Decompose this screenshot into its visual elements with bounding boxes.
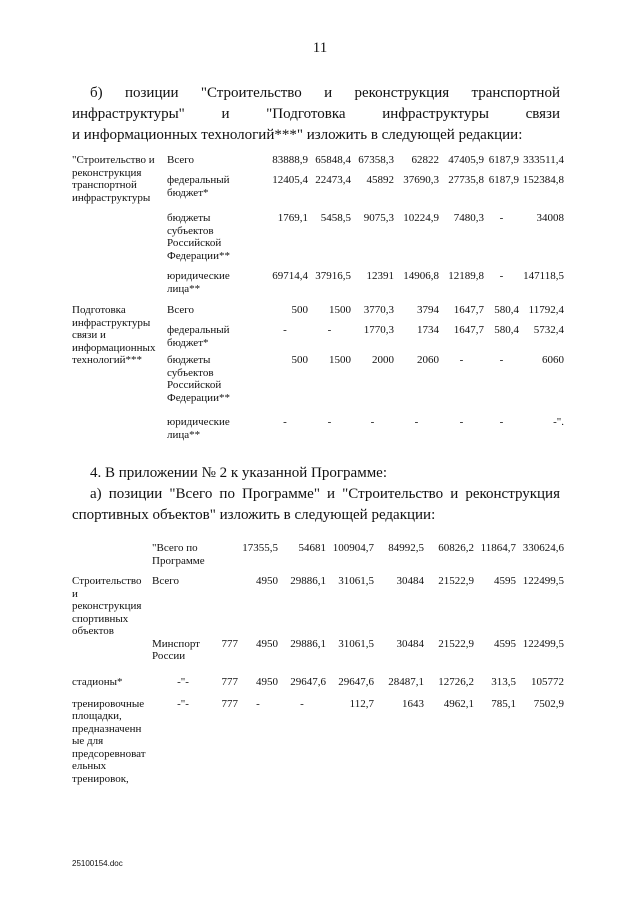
footer-filename: 25100154.doc: [72, 859, 123, 868]
row-sublabel: бюджеты субъектов Российской Федерации**: [167, 212, 230, 262]
section-heading: 4. В приложении № 2 к указанной Программе:: [90, 465, 388, 481]
cell: 500: [291, 354, 308, 366]
cell: 67358,3: [358, 154, 394, 166]
cell: 17355,5: [242, 542, 278, 554]
cell: 7502,9: [533, 697, 564, 710]
cell: 4950: [256, 637, 278, 650]
cell: 29647,6: [290, 675, 326, 688]
cell: 112,7: [349, 697, 374, 710]
cell: 29647,6: [338, 675, 374, 688]
cell: 21522,9: [438, 637, 474, 650]
cell: 1500: [329, 304, 351, 316]
cell: 45892: [366, 174, 394, 186]
cell: 4950: [256, 575, 278, 587]
cell: 34008: [536, 212, 564, 224]
cell: 5732,4: [533, 324, 564, 336]
cell: -: [327, 324, 332, 336]
cell: 6060: [542, 354, 564, 366]
cell: 28487,1: [388, 675, 424, 688]
row-label: [72, 542, 152, 575]
cell: 122499,5: [522, 575, 564, 587]
cell: 330624,6: [522, 542, 564, 554]
text-line: инфраструктуры" и "Подготовка инфраструктуры связи: [72, 106, 560, 122]
row-sublabel: -"-: [177, 675, 189, 688]
row-group-label: "Строительство и реконструкция транспортной инфраструктуры: [72, 154, 155, 204]
code-cell: 777: [221, 675, 238, 688]
cell: 3770,3: [363, 304, 394, 316]
cell: -: [256, 697, 260, 710]
cell: 333511,4: [523, 154, 564, 166]
row-sublabel: Всего: [167, 304, 194, 316]
cell: -: [499, 212, 504, 224]
cell: 4595: [494, 637, 516, 650]
table-row: [72, 304, 564, 324]
cell: 4950: [256, 675, 278, 688]
cell: 105772: [531, 675, 564, 688]
cell: 2000: [372, 354, 394, 366]
cell: 100904,7: [332, 542, 374, 554]
cell: -: [327, 416, 332, 428]
cell: 4962,1: [443, 697, 474, 710]
cell: 6187,9: [488, 174, 519, 186]
text-line: б) позиции "Строительство и реконструкция транспортной: [90, 85, 560, 101]
cell: 83888,9: [272, 154, 308, 166]
cell: -: [459, 354, 464, 366]
cell: 54681: [298, 542, 326, 554]
cell: 69714,4: [272, 270, 308, 282]
cell: 62822: [411, 154, 439, 166]
cell: 37690,3: [403, 174, 439, 186]
cell: -: [499, 270, 504, 282]
cell: -: [499, 354, 504, 366]
section-4: [72, 463, 560, 526]
cell: 10224,9: [403, 212, 439, 224]
cell: 580,4: [494, 324, 519, 336]
cell: 31061,5: [338, 575, 374, 587]
text-line: а) позиции "Всего по Программе" и "Строительство и реконструкция: [90, 486, 560, 502]
cell: 12726,2: [438, 675, 474, 688]
table-sports-facilities: [72, 542, 564, 808]
cell: -: [283, 324, 287, 336]
cell: 1734: [417, 324, 439, 336]
cell: 11864,7: [480, 542, 516, 554]
cell: 1500: [329, 354, 351, 366]
cell: 21522,9: [438, 575, 474, 587]
code-cell: 777: [221, 637, 238, 650]
row-sublabel: юридические лица**: [167, 270, 230, 295]
cell: 4595: [494, 575, 516, 587]
cell: 60826,2: [438, 542, 474, 554]
cell: 65848,4: [315, 154, 351, 166]
cell: 14906,8: [403, 270, 439, 282]
row-sublabel: федеральный бюджет*: [167, 324, 230, 349]
row-label: Строительство и реконструкция спортивных объектов: [72, 575, 142, 637]
cell: 152384,8: [522, 174, 564, 186]
cell: 7480,3: [453, 212, 484, 224]
cell: -".: [553, 416, 564, 428]
code-cell: 777: [221, 697, 238, 710]
table-row: [72, 638, 564, 676]
table-row: [72, 154, 564, 174]
cell: 580,4: [494, 304, 519, 316]
cell: 84992,5: [388, 542, 424, 554]
row-label: стадионы*: [72, 675, 123, 688]
row-label: тренировочные площадки, предназначенные для предсоревновательных тренировок,: [72, 697, 146, 785]
cell: 9075,3: [363, 212, 394, 224]
cell: -: [300, 697, 304, 710]
text-line: спортивных объектов" изложить в следующей редакции:: [72, 507, 436, 523]
cell: 12189,8: [448, 270, 484, 282]
cell: -: [283, 416, 287, 428]
cell: 11792,4: [528, 304, 564, 316]
cell: 122499,5: [522, 637, 564, 650]
section-b-paragraph: [72, 83, 560, 146]
cell: 313,5: [491, 675, 516, 688]
cell: 500: [291, 304, 308, 316]
cell: -: [499, 416, 504, 428]
cell: 2060: [417, 354, 439, 366]
cell: 1647,7: [453, 324, 484, 336]
cell: 37916,5: [315, 270, 351, 282]
cell: 147118,5: [523, 270, 564, 282]
cell: 3794: [417, 304, 439, 316]
text-line: и информационных технологий***" изложить в следующей редакции:: [72, 127, 523, 143]
cell: 29886,1: [290, 637, 326, 650]
cell: 47405,9: [448, 154, 484, 166]
code-cell: [214, 575, 238, 638]
cell: 1647,7: [453, 304, 484, 316]
row-label: [72, 638, 152, 676]
cell: 12391: [366, 270, 394, 282]
cell: -: [370, 416, 375, 428]
cell: 1770,3: [363, 324, 394, 336]
cell: 31061,5: [338, 637, 374, 650]
table-row: [72, 698, 564, 808]
row-sublabel: Всего: [152, 575, 179, 587]
cell: -: [414, 416, 419, 428]
row-sublabel: юридические лица**: [167, 416, 230, 441]
row-sublabel: -"-: [177, 697, 189, 710]
table-row: [72, 542, 564, 575]
row-group-label: Подготовка инфраструктуры связи и информационных технологий***: [72, 304, 156, 366]
cell: 6187,9: [488, 154, 519, 166]
row-sublabel: Всего: [167, 154, 194, 166]
cell: 785,1: [491, 697, 516, 710]
cell: 12405,4: [272, 174, 308, 186]
cell: -: [459, 416, 464, 428]
row-sublabel: Минспорт России: [152, 637, 200, 662]
cell: 1769,1: [277, 212, 308, 224]
row-sublabel: федеральный бюджет*: [167, 174, 230, 199]
table-row: [72, 575, 564, 638]
cell: 27735,8: [448, 174, 484, 186]
cell: 30484: [396, 575, 424, 587]
table-transport-infrastructure: [72, 154, 564, 446]
cell: 29886,1: [290, 575, 326, 587]
cell: 5458,5: [320, 212, 351, 224]
cell: 1643: [402, 697, 424, 710]
row-sublabel: "Всего по Программе: [152, 542, 205, 567]
cell: 30484: [396, 637, 424, 650]
row-sublabel: бюджеты субъектов Российской Федерации**: [167, 354, 230, 404]
table-row: [72, 676, 564, 698]
cell: 22473,4: [315, 174, 351, 186]
page-number: 11: [312, 40, 328, 56]
